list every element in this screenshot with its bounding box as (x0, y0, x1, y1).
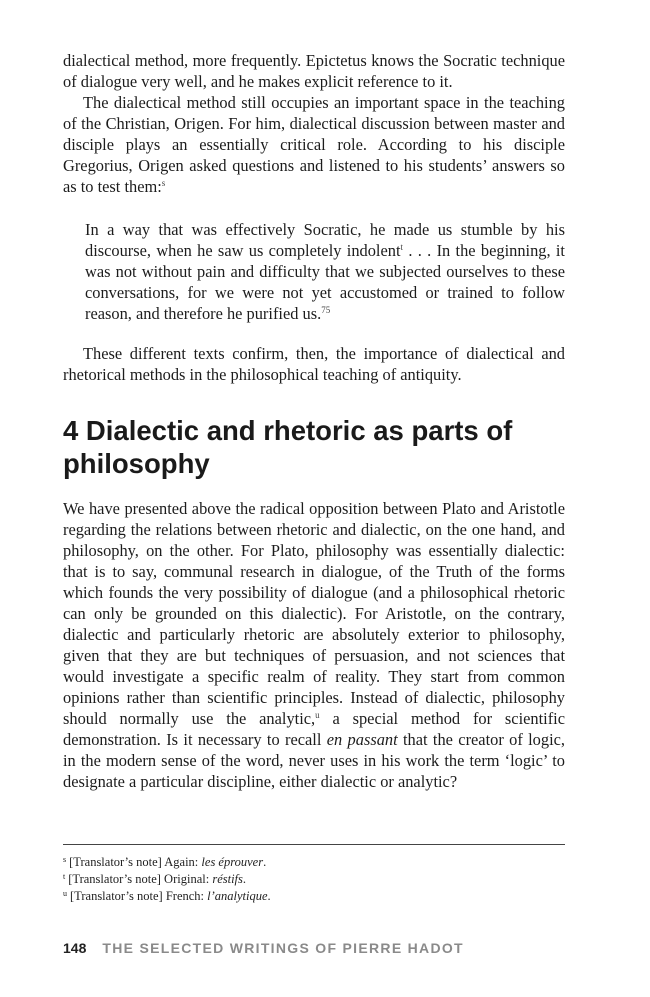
translator-note-marker: t (400, 242, 404, 252)
book-page (63, 0, 565, 997)
footnote: $^u$ [Translator’s note] French: l’analytique. (63, 889, 271, 903)
translator-note-marker: u (315, 710, 320, 720)
footnote: $^s$ [Translator’s note] Again: les éprouver. (63, 855, 267, 869)
running-title: THE SELECTED WRITINGS OF PIERRE HADOT (102, 940, 464, 956)
footnote-divider (63, 844, 565, 845)
translator-note-marker: s (161, 178, 166, 188)
paragraph-conclusion: These different texts confirm, then, the importance of dialectical and rhetorical methods in the philosophical teaching of antiquity. (63, 344, 565, 384)
paragraph-origen: The dialectical method still occupies an important space in the teaching of the Christian, Origen. For him, dialectical discussion between master and disciple plays an essentially critical role. According to his disciple Gregorius, Origen asked questions and listened to his students’ answers so as to test them:$^s$ (63, 93, 565, 196)
emphasis: en passant (326, 730, 398, 749)
page-footer (63, 939, 464, 957)
page-number: 148 (63, 940, 87, 956)
paragraph-section-4: We have presented above the radical opposition between Plato and Aristotle regarding the relations between rhetoric and dialectic, on the one hand, and philosophy, on the other. For Plato, philosophy was essentially dialectic: that is to say, communal research in dialogue, of the Truth of the forms which founds the very possibility of dialogue (and a philosophical rhetoric can only be grounded on this dialectic). For Aristotle, on the contrary, dialectic and particularly rhetoric are absolutely exterior to philosophy, given that they are but techniques of persuasion, and not sciences that would investigate a specific realm of reality. They start from common opinions rather than scientific principles. Instead of dialectic, philosophy should normally use the analytic,$^u$ a special method for scientific demonstration. Is it necessary to recall en passant that the creator of logic, in the modern sense of the word, never uses in his work the term ‘logic’ to designate a particular discipline, either dialectic or analytic? (63, 499, 565, 791)
section-heading: 4 Dialectic and rhetoric as parts of philosophy (63, 415, 513, 479)
footnote: $^t$ [Translator’s note] Original: réstifs. (63, 872, 247, 886)
paragraph-continuation: dialectical method, more frequently. Epictetus knows the Socratic technique of dialogue very well, and he makes explicit reference to it. (63, 51, 565, 91)
block-quote: In a way that was effectively Socratic, he made us stumble by his discourse, when he saw us completely indolent$^t$ . . . In the beginning, it was not without pain and difficulty that we subjected ourselves to these conversations, for we were not yet accustomed or trained to follow reason, and therefore he purified us.$^{75}$ (85, 220, 565, 323)
endnote-reference: 75 (321, 305, 331, 315)
